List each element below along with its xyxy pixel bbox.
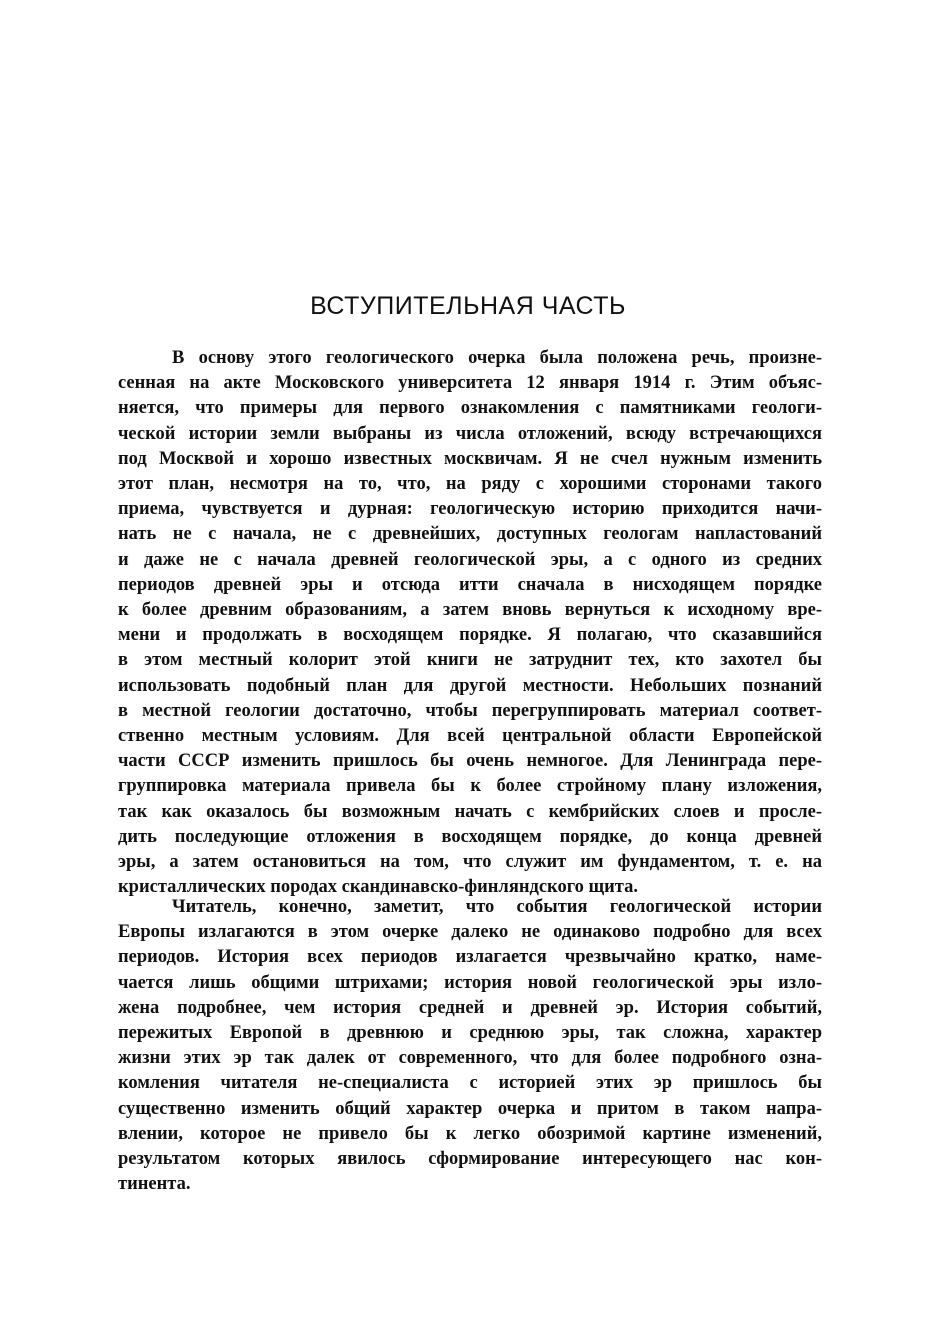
text-line: жена подробнее, чем история средней и древней эр. История событий, — [118, 997, 822, 1018]
text-line: существенно изменить общий характер очерка и притом в таком напра- — [118, 1098, 822, 1119]
text-line: пережитых Европой в древнюю и среднюю эры, так сложна, характер — [118, 1023, 822, 1044]
text-line: эры, а затем остановиться на том, что служит им фундаментом, т. е. на — [118, 852, 822, 873]
text-line: ческой истории земли выбраны из числа отложений, всюду встречающихся — [118, 423, 822, 444]
text-line: периодов древней эры и отсюда итти сначала в нисходящем порядке — [118, 574, 822, 595]
text-line: сенная на акте Московского университета 12 января 1914 г. Этим объяс- — [118, 373, 822, 394]
text-line: тинента. — [118, 1174, 191, 1195]
text-line: группировка материала привела бы к более стройному плану изложения, — [118, 776, 822, 797]
text-line: кристаллических породах скандинавско-финляндского щита. — [118, 877, 638, 898]
text-line: Читатель, конечно, заметит, что события геологической истории — [172, 897, 822, 917]
text-line: ственно местным условиям. Для всей центральной области Европейской — [118, 726, 822, 747]
text-line: к более древним образованиям, а затем вновь вернуться к исходному вре- — [118, 600, 822, 621]
paragraph-1 — [118, 346, 822, 900]
text-line: Европы излагаются в этом очерке далеко не одинаково подробно для всех — [118, 922, 822, 943]
text-line: комления читателя не-специалиста с историей этих эр пришлось бы — [118, 1073, 822, 1094]
text-line: чается лишь общими штрихами; история новой геологической эры изло- — [118, 972, 822, 993]
text-line: этот план, несмотря на то, что, на ряду с хорошими сторонами такого — [118, 474, 822, 495]
text-line: и даже не с начала древней геологической эры, а с одного из средних — [118, 549, 822, 570]
text-line: дить последующие отложения в восходящем порядке, до конца древней — [118, 826, 822, 847]
text-line: части СССР изменить пришлось бы очень немногое. Для Ленинграда пере- — [118, 751, 822, 772]
text-line: влении, которое не привело бы к легко обозримой картине изменений, — [118, 1123, 822, 1144]
paragraph-2 — [118, 895, 822, 1197]
chapter-title: ВСТУПИТЕЛЬНАЯ ЧАСТЬ — [310, 292, 626, 320]
text-line: няется, что примеры для первого ознакомления с памятниками геологи- — [118, 398, 822, 419]
text-line: периодов. История всех периодов излагается чрезвычайно кратко, наме- — [118, 947, 822, 968]
text-line: В основу этого геологического очерка была положена речь, произне- — [172, 348, 822, 368]
text-line: использовать подобный план для другой местности. Небольших познаний — [118, 675, 822, 696]
text-line: нать не с начала, не с древнейших, доступных геологам напластований — [118, 524, 822, 545]
text-line: мени и продолжать в восходящем порядке. Я полагаю, что сказавшийся — [118, 625, 822, 646]
text-line: жизни этих эр так далек от современного, что для более подробного озна- — [118, 1048, 822, 1069]
text-line: под Москвой и хорошо известных москвичам. Я не счел нужным изменить — [118, 448, 822, 469]
text-line: так как оказалось бы возможным начать с кембрийских слоев и просле- — [118, 801, 822, 822]
text-line: в местной геологии достаточно, чтобы перегруппировать материал соответ- — [118, 700, 822, 721]
text-line: результатом которых явилось сформирование интересующего нас кон- — [118, 1149, 822, 1170]
text-line: приема, чувствуется и дурная: геологическую историю приходится начи- — [118, 499, 822, 520]
text-line: в этом местный колорит этой книги не затруднит тех, кто захотел бы — [118, 650, 822, 671]
